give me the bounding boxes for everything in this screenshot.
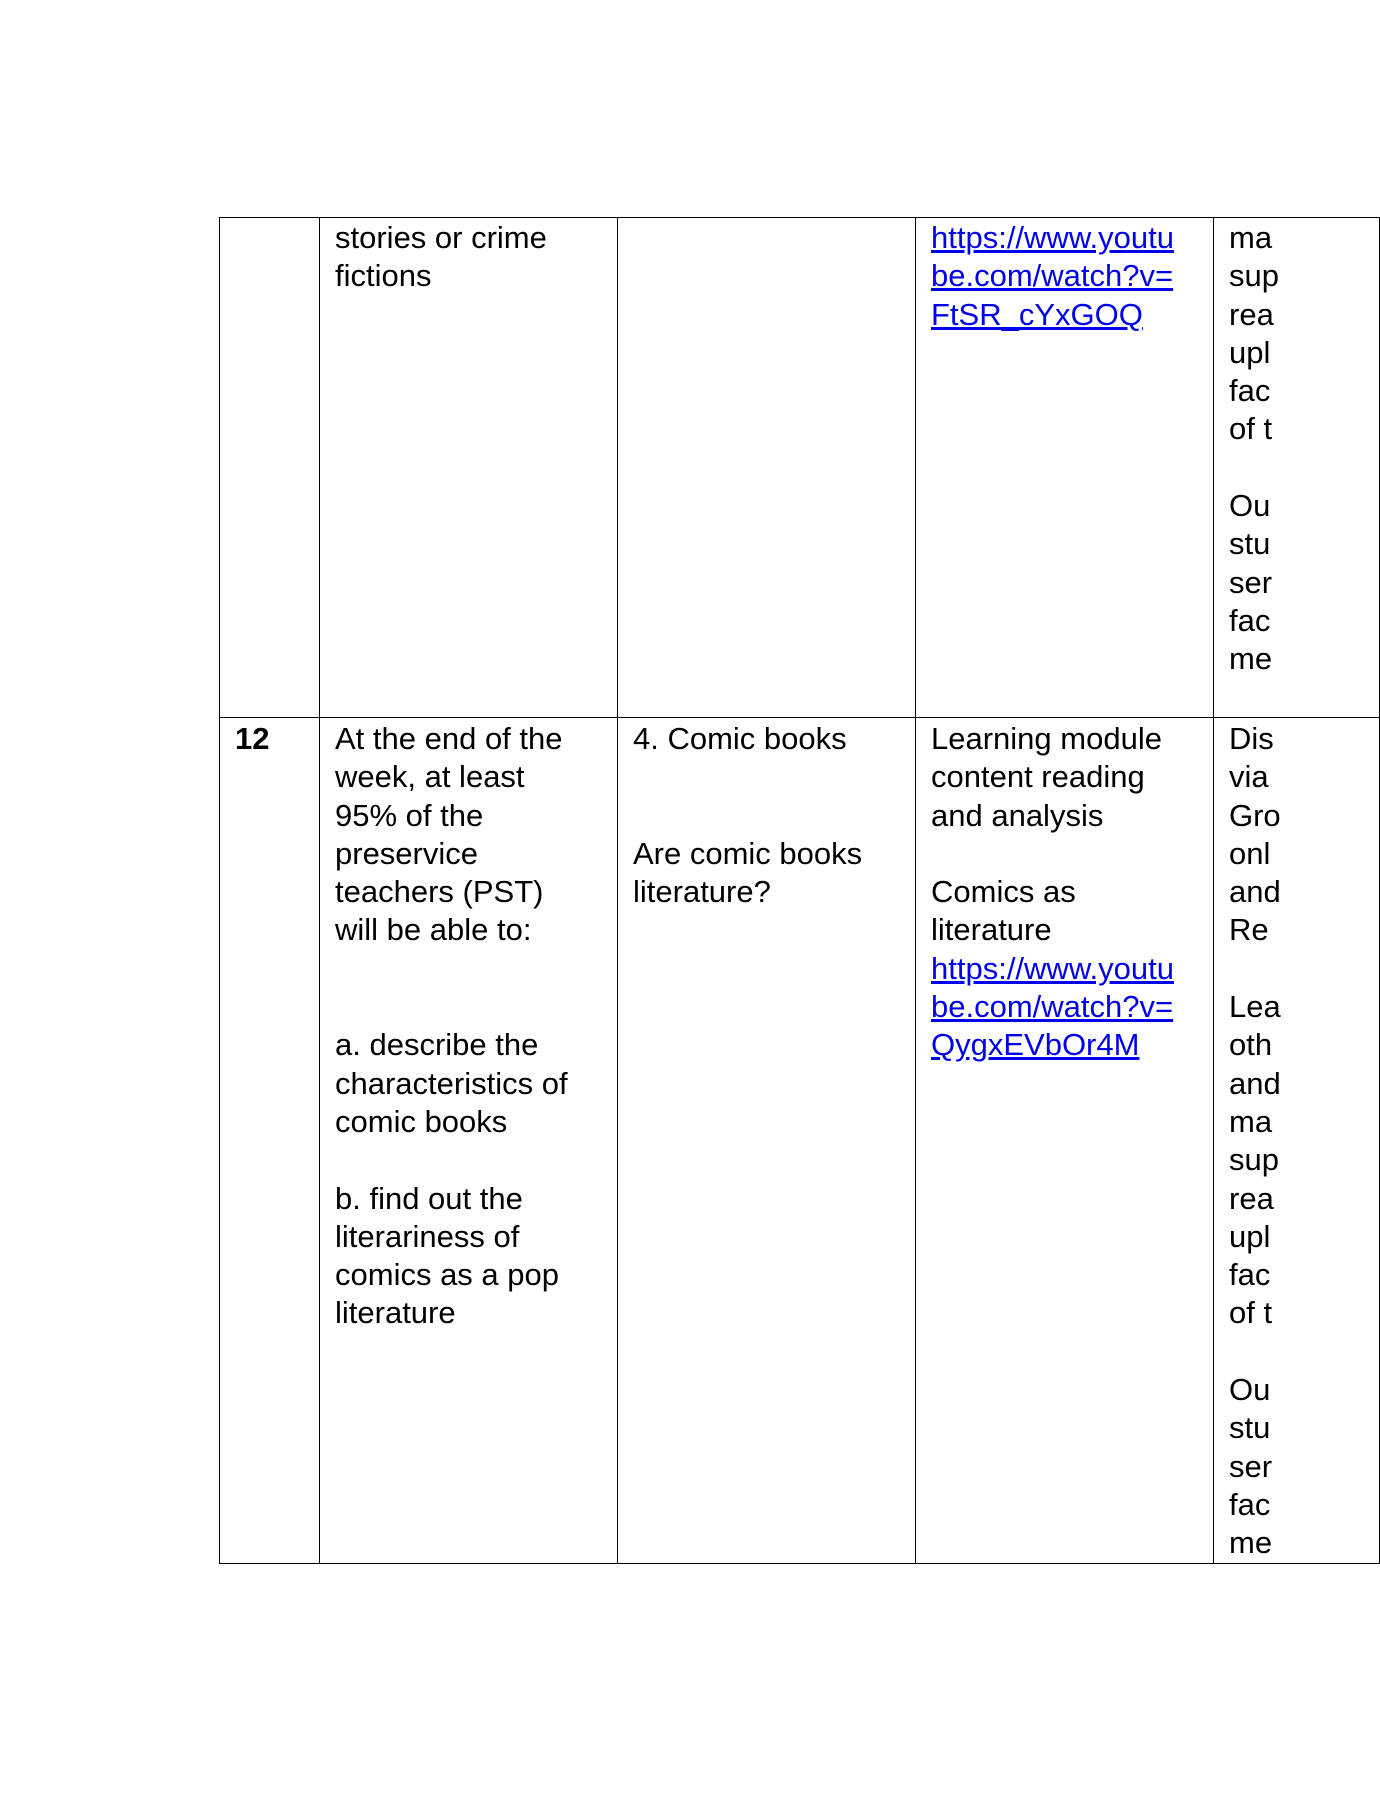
objective-item-a: comic books — [335, 1103, 508, 1139]
activity-line: sup — [1229, 1142, 1279, 1178]
objective-line: 95% of the — [335, 797, 484, 833]
paragraph-gap — [633, 758, 902, 835]
topic-cell — [618, 718, 916, 1564]
topic-question: literature? — [633, 874, 771, 910]
link-line: be.com/watch?v= — [931, 258, 1174, 294]
objective-item-b: comics as a pop — [335, 1257, 559, 1293]
objectives-cell — [320, 218, 618, 718]
activity-line: of t — [1229, 1295, 1273, 1331]
link-line: https://www.youtu — [931, 220, 1174, 255]
paragraph-gap — [931, 835, 1200, 873]
link-line: QygxEVbOr4M — [931, 1027, 1140, 1063]
paragraph-gap — [1229, 950, 1366, 988]
activity-line: ser — [1229, 1448, 1273, 1484]
video-link[interactable] — [931, 219, 1200, 334]
activity-line: upl — [1229, 334, 1271, 370]
resources-cell — [916, 218, 1214, 718]
activity-line: Re — [1229, 912, 1269, 948]
table-row — [220, 718, 1380, 1564]
objective-item-a: a. describe the — [335, 1027, 539, 1063]
topic-question: Are comic books — [633, 835, 863, 871]
activities-cell — [1214, 218, 1380, 718]
topic-title: 4. Comic books — [633, 721, 847, 756]
activities-cell — [1214, 718, 1380, 1564]
activity-line: fac — [1229, 1486, 1271, 1522]
paragraph-gap — [335, 1141, 604, 1179]
topic-cell — [618, 218, 916, 718]
resource-line: Comics as — [931, 874, 1076, 910]
activity-line: sup — [1229, 258, 1279, 294]
video-link[interactable] — [931, 950, 1200, 1065]
objective-item-b: literature — [335, 1295, 456, 1331]
objective-item-b: b. find out the — [335, 1180, 523, 1216]
activity-line: via — [1229, 759, 1269, 795]
activity-line: ma — [1229, 1103, 1273, 1139]
table-row — [220, 218, 1380, 718]
activity-line: and — [1229, 874, 1281, 910]
objective-line: teachers (PST) — [335, 874, 544, 910]
activity-line: and — [1229, 1065, 1281, 1101]
activity-line: me — [1229, 641, 1273, 677]
activity-line: Lea — [1229, 989, 1281, 1025]
week-cell — [220, 218, 320, 718]
activity-line: rea — [1229, 1180, 1274, 1216]
resource-line: literature — [931, 912, 1052, 948]
activity-line: onl — [1229, 835, 1271, 871]
activity-line: Ou — [1229, 488, 1271, 524]
activity-line: stu — [1229, 526, 1271, 562]
activity-line: Gro — [1229, 797, 1281, 833]
activity-line: fac — [1229, 602, 1271, 638]
activity-line: rea — [1229, 296, 1274, 332]
resources-cell — [916, 718, 1214, 1564]
objective-line: preservice — [335, 835, 478, 871]
activity-line: fac — [1229, 373, 1271, 409]
paragraph-gap — [335, 950, 604, 1027]
week-number: 12 — [235, 721, 270, 756]
objectives-cell — [320, 718, 618, 1564]
activity-line: Ou — [1229, 1372, 1271, 1408]
link-line: be.com/watch?v= — [931, 989, 1174, 1025]
activity-line: upl — [1229, 1218, 1271, 1254]
week-cell — [220, 718, 320, 1564]
activity-line: oth — [1229, 1027, 1273, 1063]
link-line: FtSR_cYxGOQ — [931, 296, 1143, 332]
objective-item-b: literariness of — [335, 1218, 520, 1254]
objective-line: fictions — [335, 258, 432, 294]
objective-line: stories or crime — [335, 220, 547, 255]
resource-line: and analysis — [931, 797, 1104, 833]
activity-line: fac — [1229, 1257, 1271, 1293]
activity-line: me — [1229, 1525, 1273, 1561]
objective-line: will be able to: — [335, 912, 532, 948]
activity-line: of t — [1229, 411, 1273, 447]
activity-line: stu — [1229, 1410, 1271, 1446]
activity-line: Dis — [1229, 721, 1274, 756]
resource-line: Learning module — [931, 721, 1162, 756]
link-line: https://www.youtu — [931, 950, 1174, 986]
activity-line: ser — [1229, 564, 1273, 600]
paragraph-gap — [1229, 1333, 1366, 1371]
resource-line: content reading — [931, 759, 1145, 795]
objective-line: At the end of the — [335, 721, 563, 756]
lesson-plan-table — [219, 217, 1380, 1564]
paragraph-gap — [1229, 449, 1366, 487]
objective-line: week, at least — [335, 759, 525, 795]
objective-item-a: characteristics of — [335, 1065, 568, 1101]
activity-line: ma — [1229, 220, 1273, 255]
